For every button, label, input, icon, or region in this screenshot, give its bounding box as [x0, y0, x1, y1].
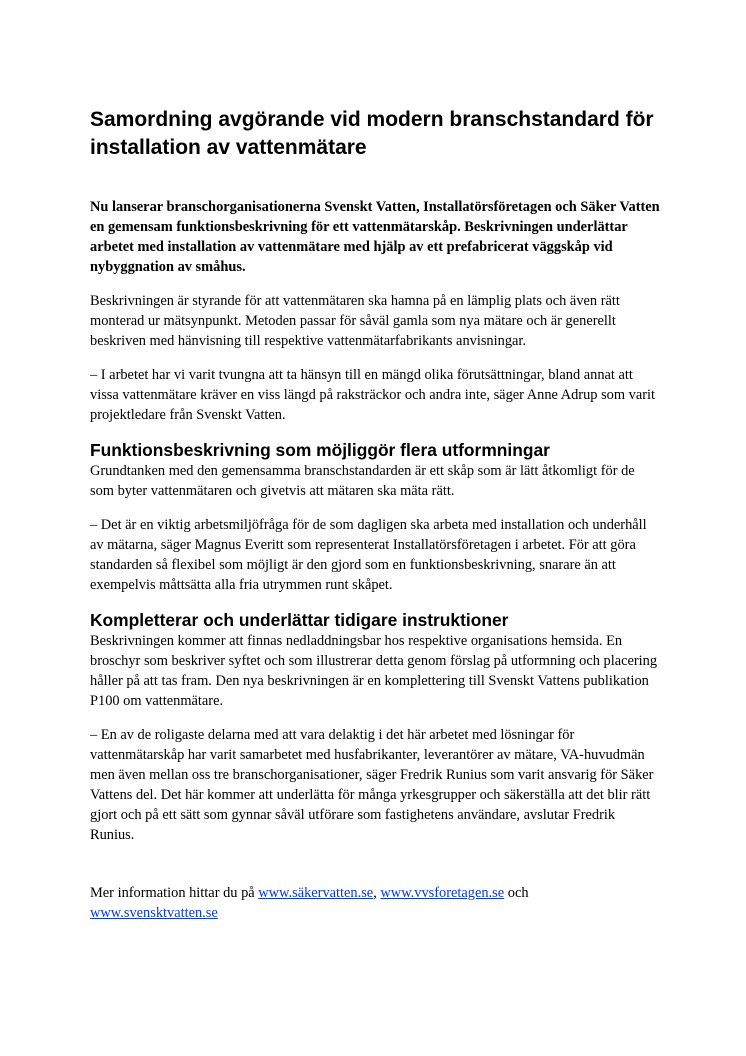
section-2-paragraph-2: – En av de roligaste delarna med att vara delaktig i det här arbetet med lösningar för vattenmätarskåp har varit samarbetet med husfabrikanter, leverantörer av mätare, VA-huvudmän men även mellan oss tre branschorganisationer, säger Fredrik Runius som varit ansvarig för Säker Vattens del. Det här kommer att underlätta för många yrkesgrupper och säkerställa att det blir rätt gjort och på ett sätt som gynnar såväl utförare som fastighetens användare, avslutar Fredrik Runius. — [90, 727, 654, 843]
footer-separator-1: , — [373, 885, 381, 901]
more-info-footer — [90, 883, 660, 923]
footer-prefix: Mer information hittar du på — [90, 885, 259, 901]
section-2-paragraph-1: Beskrivningen kommer att finnas nedladdningsbar hos respektive organisations hemsida. En broschyr som beskriver syftet och som illustrerar detta genom förslag på utformning och placering håller på att tas fram. Den nya beskrivningen är en komplettering till Svenskt Vattens publikation P100 om vattenmätare. — [90, 633, 658, 709]
footer-separator-2: och — [504, 885, 529, 901]
link-sakervatten[interactable]: www.säkervatten.se — [258, 885, 374, 901]
section-1-paragraph-2: – Det är en viktig arbetsmiljöfråga för de som dagligen ska arbeta med installation och underhåll av mätarna, säger Magnus Everitt som representerat Installatörsföretagen i arbetet. För att göra standarden så flexibel som möjligt är den gjord som en funktionsbeskrivning, snarare än att exempelvis måttsätta alla fria utrymmen runt skåpet. — [90, 517, 647, 593]
section-heading-2: Kompletterar och underlättar tidigare instruktioner — [90, 610, 509, 630]
intro-paragraph-1: Beskrivningen är styrande för att vattenmätaren ska hamna på en lämplig plats och även rätt monterad ur mätsynpunkt. Metoden passar för såväl gamla som nya mätare och är generellt beskriven med hänvisning till respektive vattenmätarfabrikants anvisningar. — [90, 293, 620, 349]
link-svensktvatten[interactable]: www.svensktvatten.se — [90, 905, 218, 921]
link-vvsforetagen[interactable]: www.vvsforetagen.se — [380, 885, 505, 901]
document-title: Samordning avgörande vid modern branschstandard för installation av vattenmätare — [90, 108, 654, 159]
document-body — [90, 106, 660, 937]
section-heading-1: Funktionsbeskrivning som möjliggör flera utformningar — [90, 440, 550, 460]
lead-paragraph: Nu lanserar branschorganisationerna Svenskt Vatten, Installatörsföretagen och Säker Vatten en gemensam funktionsbeskrivning för ett vattenmätarskåp. Beskrivningen underlättar arbetet med installation av vattenmätare med hjälp av ett prefabricerat väggskåp vid nybyggnation av småhus. — [90, 199, 660, 275]
section-1-paragraph-1: Grundtanken med den gemensamma branschstandarden är ett skåp som är lätt åtkomligt för de som byter vattenmätaren och givetvis att mätaren ska mäta rätt. — [90, 463, 635, 499]
intro-paragraph-2: – I arbetet har vi varit tvungna att ta hänsyn till en mängd olika förutsättningar, bland annat att vissa vattenmätare kräver en viss längd på raksträckor och andra inte, säger Anne Adrup som varit projektledare från Svenskt Vatten. — [90, 367, 656, 423]
